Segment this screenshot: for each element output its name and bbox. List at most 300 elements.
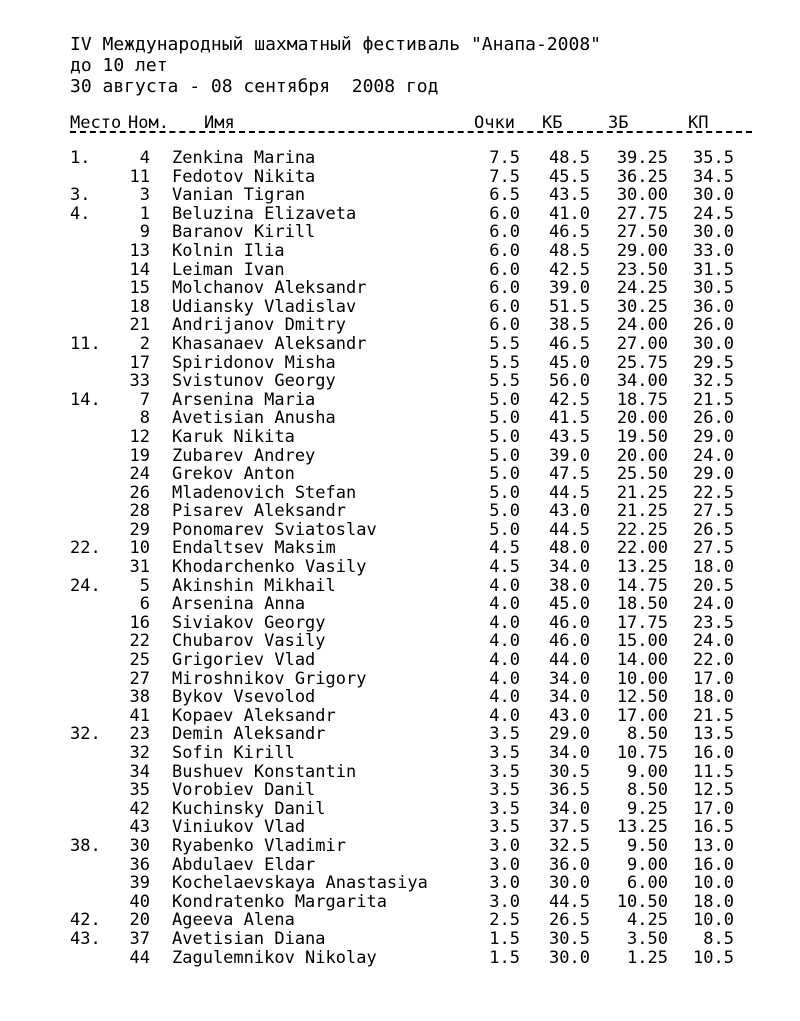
row-name: Zagulemnikov Nikolay (172, 947, 377, 968)
row-kp: 26.5 (693, 519, 734, 540)
row-zb: 6.00 (627, 873, 668, 894)
row-number: 35 (129, 780, 150, 801)
row-number: 27 (129, 668, 150, 689)
row-kb: 46.5 (549, 333, 590, 354)
row-zb: 10.00 (616, 668, 668, 689)
row-kb: 41.0 (549, 203, 590, 224)
row-name: Abdulaev Eldar (172, 854, 316, 875)
row-zb: 4.25 (627, 910, 668, 931)
row-name: Avetisian Diana (172, 928, 326, 949)
row-zb: 10.50 (616, 891, 668, 912)
row-kb: 34.0 (549, 687, 590, 708)
column-header-kp: КП (688, 113, 709, 133)
row-kp: 24.0 (693, 445, 734, 466)
row-name: Arsenina Maria (172, 389, 316, 410)
row-points: 3.0 (489, 891, 520, 912)
column-header-place: Место (70, 113, 122, 133)
row-number: 16 (129, 612, 150, 633)
table-row (0, 242, 800, 261)
row-kb: 30.5 (549, 928, 590, 949)
row-name: Udiansky Vladislav (172, 296, 357, 317)
row-zb: 1.25 (627, 947, 668, 968)
row-number: 33 (129, 371, 150, 392)
row-kp: 21.5 (693, 389, 734, 410)
standings-table (0, 149, 800, 967)
row-kb: 43.5 (549, 185, 590, 206)
row-zb: 25.75 (616, 352, 668, 373)
row-zb: 39.25 (616, 148, 668, 168)
row-kp: 26.0 (693, 408, 734, 429)
row-kb: 34.0 (549, 557, 590, 578)
row-points: 5.0 (489, 519, 520, 540)
table-row (0, 223, 800, 242)
row-number: 15 (129, 278, 150, 299)
row-kb: 56.0 (549, 371, 590, 392)
row-number: 13 (129, 240, 150, 261)
row-points: 7.5 (489, 148, 520, 168)
row-kp: 26.0 (693, 315, 734, 336)
row-kp: 10.0 (693, 873, 734, 894)
row-kb: 47.5 (549, 464, 590, 485)
row-name: Vanian Tigran (172, 185, 306, 206)
row-points: 1.5 (489, 947, 520, 968)
row-kp: 29.0 (693, 426, 734, 447)
row-kp: 27.5 (693, 501, 734, 522)
row-number: 23 (129, 724, 150, 745)
row-zb: 18.50 (616, 594, 668, 615)
row-kb: 39.0 (549, 278, 590, 299)
row-name: Kolnin Ilia (172, 240, 285, 261)
row-kb: 42.5 (549, 389, 590, 410)
row-points: 6.5 (489, 185, 520, 206)
row-number: 11 (129, 166, 150, 187)
row-kb: 34.0 (549, 743, 590, 763)
row-name: Grigoriev Vlad (172, 650, 316, 671)
row-place: 22. (70, 538, 101, 559)
row-points: 3.0 (489, 835, 520, 856)
row-number: 4 (139, 148, 150, 168)
row-kp: 29.0 (693, 464, 734, 485)
row-number: 21 (129, 315, 150, 336)
row-zb: 14.75 (616, 575, 668, 596)
row-points: 5.0 (489, 389, 520, 410)
row-place: 42. (70, 910, 101, 931)
row-points: 4.0 (489, 594, 520, 615)
column-header-kb: КБ (542, 113, 563, 133)
row-kb: 44.5 (549, 482, 590, 503)
row-zb: 22.25 (616, 519, 668, 540)
table-row (0, 856, 800, 875)
row-kb: 45.0 (549, 594, 590, 615)
row-kp: 17.0 (693, 668, 734, 689)
row-name: Fedotov Nikita (172, 166, 316, 187)
row-kp: 10.0 (693, 910, 734, 931)
row-number: 36 (129, 854, 150, 875)
row-kb: 36.0 (549, 854, 590, 875)
table-row (0, 670, 800, 689)
row-kb: 32.5 (549, 835, 590, 856)
table-row (0, 651, 800, 670)
row-kb: 43.5 (549, 426, 590, 447)
row-number: 42 (129, 798, 150, 819)
row-zb: 29.00 (616, 240, 668, 261)
row-kp: 8.5 (703, 928, 734, 949)
row-zb: 27.00 (616, 333, 668, 354)
row-number: 28 (129, 501, 150, 522)
row-points: 6.0 (489, 259, 520, 280)
table-row (0, 372, 800, 391)
row-points: 3.5 (489, 798, 520, 819)
row-number: 22 (129, 631, 150, 652)
row-zb: 30.25 (616, 296, 668, 317)
row-points: 6.0 (489, 315, 520, 336)
row-zb: 13.25 (616, 817, 668, 838)
row-zb: 17.00 (616, 705, 668, 726)
row-points: 3.5 (489, 761, 520, 782)
table-row (0, 930, 800, 949)
row-zb: 27.75 (616, 203, 668, 224)
row-zb: 34.00 (616, 371, 668, 392)
row-name: Ageeva Alena (172, 910, 295, 931)
row-zb: 21.25 (616, 482, 668, 503)
row-name: Endaltsev Maksim (172, 538, 336, 559)
row-number: 12 (129, 426, 150, 447)
row-kp: 17.0 (693, 798, 734, 819)
row-kp: 13.0 (693, 835, 734, 856)
row-name: Spiridonov Misha (172, 352, 336, 373)
table-row (0, 558, 800, 577)
table-row (0, 298, 800, 317)
row-name: Molchanov Aleksandr (172, 278, 367, 299)
row-number: 39 (129, 873, 150, 894)
row-name: Zubarev Andrey (172, 445, 316, 466)
row-number: 9 (139, 222, 150, 243)
table-row (0, 428, 800, 447)
table-row (0, 688, 800, 707)
row-kb: 44.5 (549, 891, 590, 912)
row-number: 44 (129, 947, 150, 968)
row-zb: 20.00 (616, 445, 668, 466)
row-number: 17 (129, 352, 150, 373)
row-points: 6.0 (489, 278, 520, 299)
row-kp: 18.0 (693, 557, 734, 578)
row-points: 6.0 (489, 203, 520, 224)
tournament-title: IV Международный шахматный фестиваль "Анапа-2008" (70, 34, 602, 55)
row-number: 2 (139, 333, 150, 354)
row-name: Viniukov Vlad (172, 817, 306, 838)
row-name: Khasanaev Aleksandr (172, 333, 367, 354)
row-kb: 46.0 (549, 631, 590, 652)
row-name: Svistunov Georgy (172, 371, 336, 392)
row-points: 4.0 (489, 705, 520, 726)
row-place: 1. (70, 148, 91, 168)
row-kp: 24.0 (693, 594, 734, 615)
row-kp: 29.5 (693, 352, 734, 373)
row-number: 41 (129, 705, 150, 726)
row-number: 40 (129, 891, 150, 912)
table-row (0, 800, 800, 819)
row-kb: 48.0 (549, 538, 590, 559)
row-kb: 44.0 (549, 650, 590, 671)
row-points: 5.0 (489, 482, 520, 503)
row-number: 14 (129, 259, 150, 280)
row-kb: 44.5 (549, 519, 590, 540)
row-points: 1.5 (489, 928, 520, 949)
row-kb: 42.5 (549, 259, 590, 280)
row-kp: 16.5 (693, 817, 734, 838)
row-kp: 32.5 (693, 371, 734, 392)
row-points: 4.0 (489, 668, 520, 689)
row-name: Vorobiev Danil (172, 780, 316, 801)
row-name: Karuk Nikita (172, 426, 295, 447)
row-number: 20 (129, 910, 150, 931)
row-points: 3.5 (489, 817, 520, 838)
row-kp: 27.5 (693, 538, 734, 559)
row-place: 38. (70, 835, 101, 856)
row-points: 2.5 (489, 910, 520, 931)
row-name: Leiman Ivan (172, 259, 285, 280)
row-number: 43 (129, 817, 150, 838)
row-zb: 21.25 (616, 501, 668, 522)
row-zb: 23.50 (616, 259, 668, 280)
row-kp: 30.0 (693, 222, 734, 243)
row-kp: 30.0 (693, 333, 734, 354)
row-name: Akinshin Mikhail (172, 575, 336, 596)
row-number: 29 (129, 519, 150, 540)
table-row (0, 744, 800, 763)
row-kb: 30.0 (549, 873, 590, 894)
row-zb: 36.25 (616, 166, 668, 187)
row-zb: 18.75 (616, 389, 668, 410)
row-place: 11. (70, 333, 101, 354)
row-zb: 22.00 (616, 538, 668, 559)
table-row (0, 874, 800, 893)
row-name: Ryabenko Vladimir (172, 835, 346, 856)
column-header-zb: ЗБ (608, 113, 629, 133)
row-kb: 38.5 (549, 315, 590, 336)
row-kp: 30.0 (693, 185, 734, 206)
table-row (0, 632, 800, 651)
row-kp: 10.5 (693, 947, 734, 968)
row-number: 1 (139, 203, 150, 224)
row-points: 3.5 (489, 724, 520, 745)
row-kp: 24.5 (693, 203, 734, 224)
row-kp: 21.5 (693, 705, 734, 726)
row-kp: 11.5 (693, 761, 734, 782)
row-kp: 16.0 (693, 854, 734, 875)
row-points: 4.5 (489, 557, 520, 578)
row-zb: 25.50 (616, 464, 668, 485)
row-points: 5.0 (489, 501, 520, 522)
row-kb: 37.5 (549, 817, 590, 838)
table-row (0, 391, 800, 410)
table-row (0, 205, 800, 224)
row-name: Kochelaevskaya Anastasiya (172, 873, 428, 894)
row-zb: 20.00 (616, 408, 668, 429)
row-kb: 26.5 (549, 910, 590, 931)
row-zb: 19.50 (616, 426, 668, 447)
row-place: 24. (70, 575, 101, 596)
row-points: 3.5 (489, 780, 520, 801)
table-row (0, 149, 800, 168)
table-row (0, 484, 800, 503)
row-name: Sofin Kirill (172, 743, 295, 763)
row-zb: 9.25 (627, 798, 668, 819)
tournament-dates: 30 августа - 08 сентября 2008 год (70, 76, 439, 97)
row-place: 4. (70, 203, 91, 224)
table-row (0, 409, 800, 428)
row-zb: 13.25 (616, 557, 668, 578)
row-kb: 51.5 (549, 296, 590, 317)
row-kp: 36.0 (693, 296, 734, 317)
table-row (0, 818, 800, 837)
row-kp: 23.5 (693, 612, 734, 633)
row-number: 34 (129, 761, 150, 782)
table-row (0, 279, 800, 298)
row-zb: 9.00 (627, 761, 668, 782)
row-kb: 30.0 (549, 947, 590, 968)
row-name: Siviakov Georgy (172, 612, 326, 633)
row-zb: 9.00 (627, 854, 668, 875)
row-kp: 22.5 (693, 482, 734, 503)
document-header (70, 34, 601, 97)
row-kb: 36.5 (549, 780, 590, 801)
table-row (0, 354, 800, 373)
row-kb: 48.5 (549, 148, 590, 168)
row-name: Bushuev Konstantin (172, 761, 357, 782)
table-row (0, 465, 800, 484)
row-place: 14. (70, 389, 101, 410)
row-kp: 33.0 (693, 240, 734, 261)
row-number: 3 (139, 185, 150, 206)
row-points: 5.5 (489, 333, 520, 354)
row-kp: 31.5 (693, 259, 734, 280)
row-zb: 24.25 (616, 278, 668, 299)
row-name: Kondratenko Margarita (172, 891, 387, 912)
row-points: 4.0 (489, 631, 520, 652)
row-kp: 22.0 (693, 650, 734, 671)
row-name: Demin Aleksandr (172, 724, 326, 745)
row-points: 6.0 (489, 240, 520, 261)
row-kb: 45.5 (549, 166, 590, 187)
row-name: Zenkina Marina (172, 148, 316, 168)
row-zb: 9.50 (627, 835, 668, 856)
row-name: Mladenovich Stefan (172, 482, 357, 503)
row-zb: 15.00 (616, 631, 668, 652)
row-kp: 13.5 (693, 724, 734, 745)
row-number: 10 (129, 538, 150, 559)
row-points: 4.0 (489, 575, 520, 596)
table-row (0, 447, 800, 466)
row-kp: 30.5 (693, 278, 734, 299)
column-header-name: Имя (204, 113, 235, 133)
table-row (0, 577, 800, 596)
row-place: 43. (70, 928, 101, 949)
row-name: Andrijanov Dmitry (172, 315, 346, 336)
row-points: 3.0 (489, 873, 520, 894)
row-name: Pisarev Aleksandr (172, 501, 346, 522)
row-kp: 18.0 (693, 891, 734, 912)
row-name: Kopaev Aleksandr (172, 705, 336, 726)
row-points: 4.0 (489, 612, 520, 633)
row-kb: 41.5 (549, 408, 590, 429)
row-place: 3. (70, 185, 91, 206)
row-zb: 27.50 (616, 222, 668, 243)
table-row (0, 763, 800, 782)
row-number: 31 (129, 557, 150, 578)
row-number: 32 (129, 743, 150, 763)
table-row (0, 186, 800, 205)
table-row (0, 837, 800, 856)
row-zb: 8.50 (627, 780, 668, 801)
row-points: 6.0 (489, 222, 520, 243)
row-kb: 34.0 (549, 668, 590, 689)
row-kb: 45.0 (549, 352, 590, 373)
row-name: Chubarov Vasily (172, 631, 326, 652)
column-header-points: Очки (474, 113, 515, 133)
row-number: 5 (139, 575, 150, 596)
row-number: 26 (129, 482, 150, 503)
row-number: 30 (129, 835, 150, 856)
row-kp: 12.5 (693, 780, 734, 801)
row-name: Miroshnikov Grigory (172, 668, 367, 689)
row-place: 32. (70, 724, 101, 745)
table-row (0, 949, 800, 968)
row-points: 5.5 (489, 371, 520, 392)
row-kb: 38.0 (549, 575, 590, 596)
row-points: 5.0 (489, 445, 520, 466)
row-kp: 35.5 (693, 148, 734, 168)
row-number: 7 (139, 389, 150, 410)
row-kb: 46.0 (549, 612, 590, 633)
row-points: 3.0 (489, 854, 520, 875)
row-name: Ponomarev Sviatoslav (172, 519, 377, 540)
table-row (0, 521, 800, 540)
row-kb: 43.0 (549, 705, 590, 726)
table-row (0, 261, 800, 280)
row-zb: 8.50 (627, 724, 668, 745)
row-zb: 24.00 (616, 315, 668, 336)
table-row (0, 614, 800, 633)
row-kp: 20.5 (693, 575, 734, 596)
row-number: 25 (129, 650, 150, 671)
row-name: Arsenina Anna (172, 594, 306, 615)
row-number: 18 (129, 296, 150, 317)
row-kb: 48.5 (549, 240, 590, 261)
row-kb: 29.0 (549, 724, 590, 745)
row-name: Khodarchenko Vasily (172, 557, 367, 578)
row-name: Avetisian Anusha (172, 408, 336, 429)
row-points: 7.5 (489, 166, 520, 187)
row-points: 5.0 (489, 408, 520, 429)
table-row (0, 316, 800, 335)
row-number: 38 (129, 687, 150, 708)
table-row (0, 781, 800, 800)
row-zb: 17.75 (616, 612, 668, 633)
table-row (0, 725, 800, 744)
row-number: 19 (129, 445, 150, 466)
row-zb: 10.75 (616, 743, 668, 763)
row-zb: 3.50 (627, 928, 668, 949)
row-number: 37 (129, 928, 150, 949)
column-header-number: Ном. (128, 113, 169, 133)
age-group: до 10 лет (70, 55, 168, 76)
row-name: Beluzina Elizaveta (172, 203, 357, 224)
row-name: Bykov Vsevolod (172, 687, 316, 708)
table-row (0, 595, 800, 614)
row-number: 8 (139, 408, 150, 429)
row-kp: 18.0 (693, 687, 734, 708)
